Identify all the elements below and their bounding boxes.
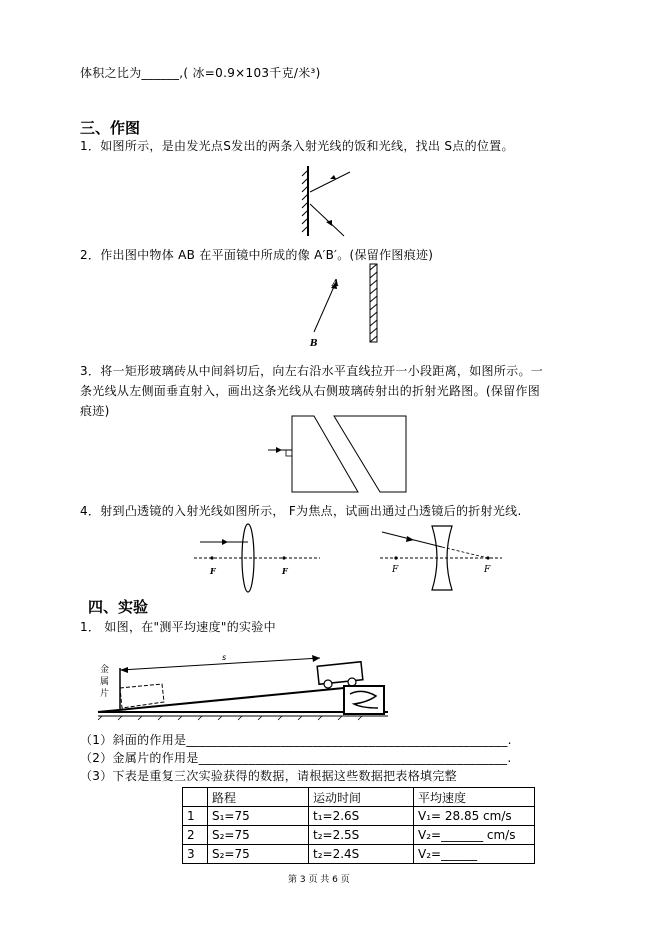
experiment-1: 1． 如图，在"测平均速度"的实验中 [80, 620, 276, 634]
table-row [183, 807, 535, 826]
table-row [183, 826, 535, 845]
table-header-row [183, 788, 535, 807]
incline-experiment-figure [92, 632, 402, 722]
table-cell: V₂=______ [414, 845, 535, 864]
mirror-reflection-figure [290, 160, 370, 240]
speed-data-table [182, 787, 535, 864]
distance-label: s [222, 653, 227, 662]
volume-ratio-line: 体积之比为______,( 冰=0.9×103千克/米³) [80, 66, 321, 80]
header-cell [183, 788, 208, 807]
table-cell: V₁= 28.85 cm/s [414, 807, 535, 826]
metal-char-3: 片 [100, 689, 110, 699]
object-mirror-figure [300, 262, 390, 352]
header-cell: 平均速度 [414, 788, 535, 807]
convex-lens-figure [186, 522, 326, 594]
section-heading-drawing: 三、作图 [80, 119, 141, 137]
experiment-1-part2: （2）金属片的作用是_________________________________________________. [80, 751, 512, 765]
table-cell: S₂=75 [208, 826, 309, 845]
label-A: A [332, 279, 339, 289]
question-2: 2．作出图中物体 AB 在平面镜中所成的像 A′B′。(保留作图痕迹) [80, 248, 434, 262]
section-heading-experiment: 四、实验 [88, 598, 149, 616]
table-cell: t₁=2.6S [309, 807, 414, 826]
table-cell: t₂=2.4S [309, 845, 414, 864]
metal-char-2: 属 [100, 677, 110, 687]
focus-label-right-2: F [484, 565, 491, 575]
question-3-line2: 条光线从左侧面垂直射入，画出这条光线从右侧玻璃砖射出的折射光路图。(保留作图 [80, 384, 541, 398]
glass-brick-figure [264, 414, 414, 496]
table-cell: t₂=2.5S [309, 826, 414, 845]
table-cell: 2 [183, 826, 208, 845]
table-cell: S₁=75 [208, 807, 309, 826]
question-3-line1: 3．将一矩形玻璃砖从中间斜切后，向左右沿水平直线拉开一小段距离，如图所示。一 [80, 364, 544, 378]
table-cell: 1 [183, 807, 208, 826]
concave-lens-figure [376, 522, 506, 594]
table-cell: V₂=_______ cm/s [414, 826, 535, 845]
focus-label-left: F [210, 566, 216, 576]
table-cell: 3 [183, 845, 208, 864]
header-cell: 路程 [208, 788, 309, 807]
question-3-line3: 痕迹) [80, 404, 110, 418]
focus-label-left-2: F [392, 565, 399, 575]
table-row [183, 845, 535, 864]
table-cell: S₂=75 [208, 845, 309, 864]
label-B: B [310, 339, 318, 349]
experiment-1-part3: （3）下表是重复三次实验获得的数据，请根据这些数据把表格填完整 [80, 769, 457, 783]
focus-label-right: F [282, 566, 288, 576]
question-1: 1．如图所示，是由发光点S发出的两条入射光线的饭和光线，找出 S点的位置。 [80, 139, 514, 153]
metal-char-1: 金 [100, 665, 110, 675]
experiment-1-part1: （1）斜面的作用是___________________________________________________. [80, 733, 512, 747]
header-cell: 运动时间 [309, 788, 414, 807]
question-4: 4．射到凸透镜的入射光线如图所示， F为焦点，试画出通过凸透镜后的折射光线. [80, 504, 522, 518]
page-footer: 第 3 页 共 6 页 [288, 875, 350, 885]
